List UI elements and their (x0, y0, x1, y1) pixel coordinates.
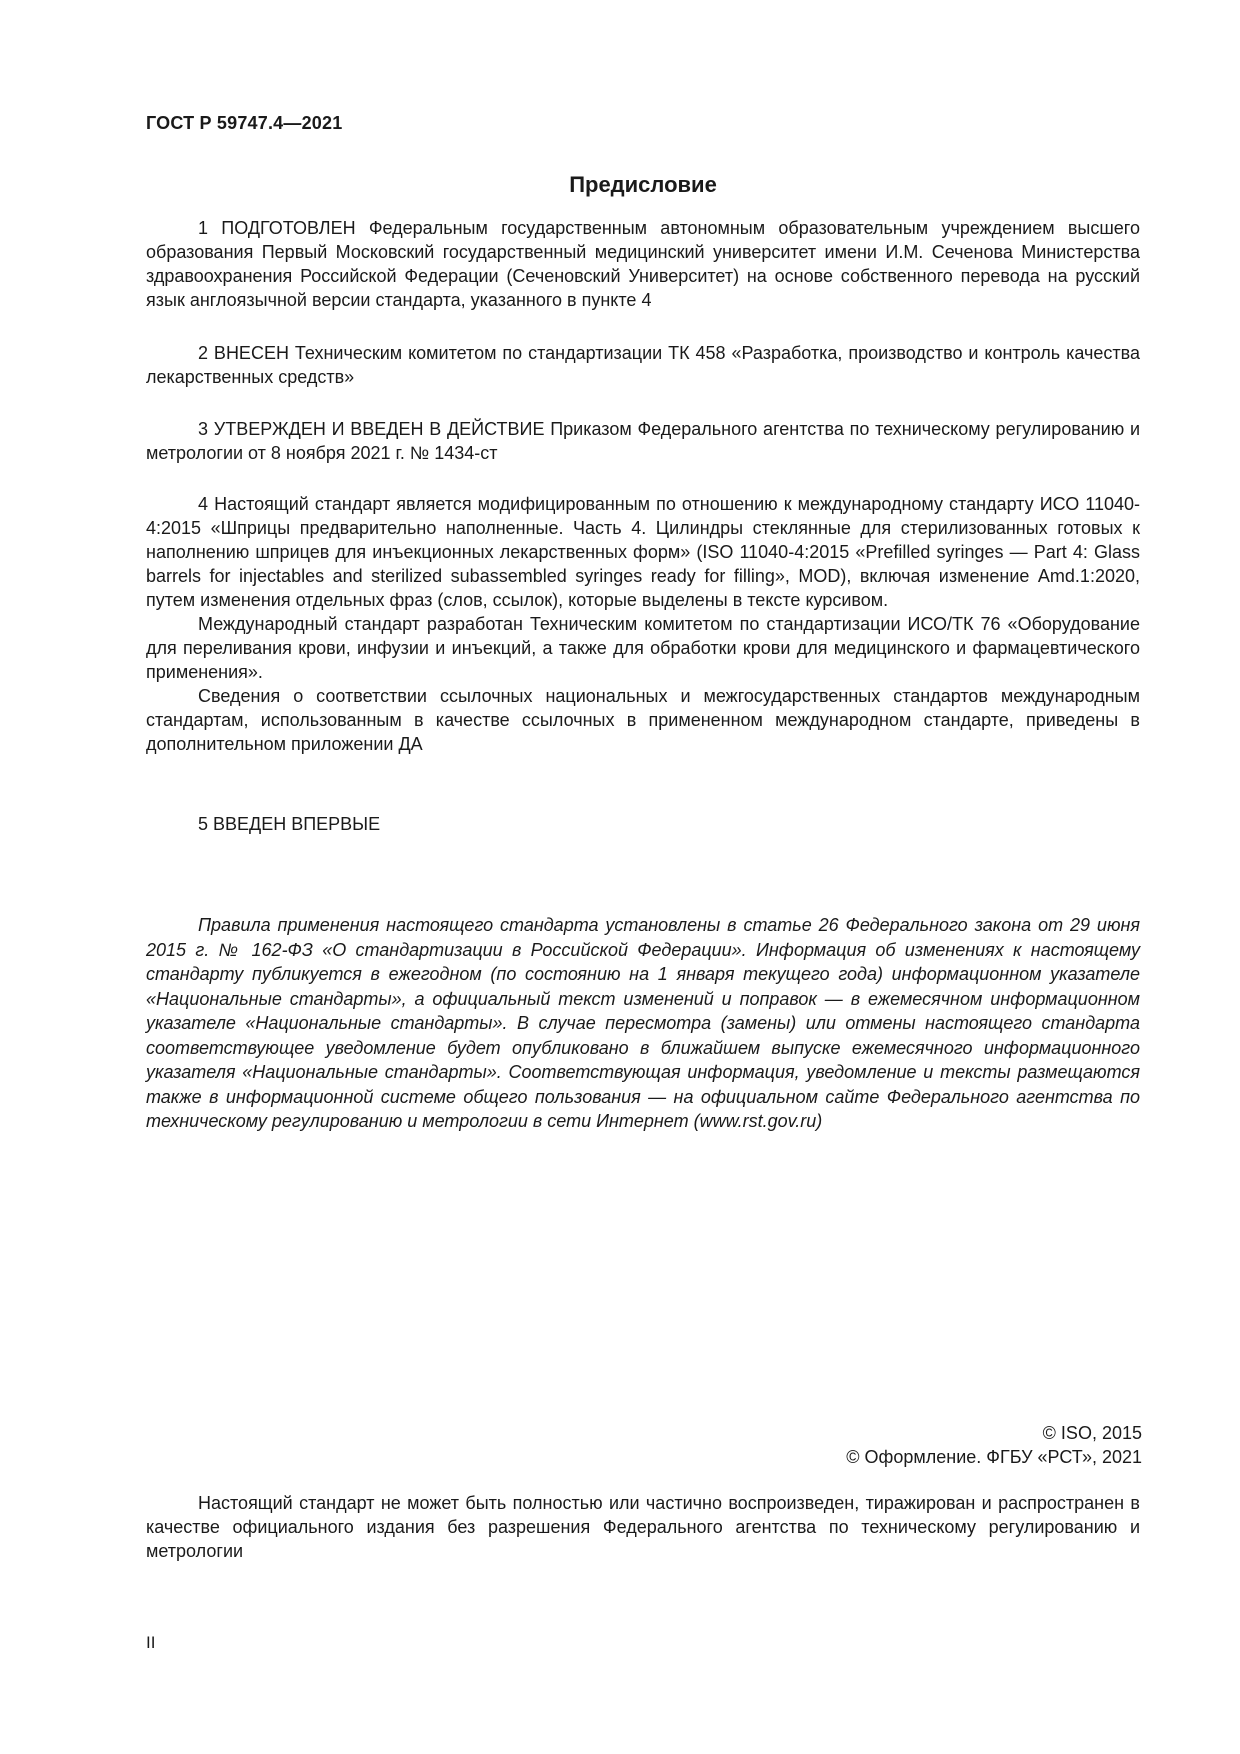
section-1-text: 1 ПОДГОТОВЛЕН Федеральным государственным автономным образовательным учреждением высшего образования Первый Московский государственный медицинский университет имени И.М. Сеченова Министерства здравоохранения Российской Федерации (Сеченовский Университет) на основе собственного перевода на русский язык англоязычной версии стандарта, указанного в пункте 4 (146, 218, 1140, 310)
document-code: ГОСТ Р 59747.4—2021 (146, 113, 343, 133)
reproduction-notice (146, 1491, 1140, 1563)
reproduction-notice-text: Настоящий стандарт не может быть полностью или частично воспроизведен, тиражирован и распространен в качестве официального издания без разрешения Федерального агентства по техническому регулированию и метрологии (146, 1493, 1140, 1561)
section-3 (146, 417, 1140, 465)
section-4-paragraph-1: 4 Настоящий стандарт является модифицированным по отношению к международному стандарту ИСО 11040-4:2015 «Шприцы предварительно наполненные. Часть 4. Цилиндры стеклянные для стерилизованных готовых к наполнению шприцев для инъекционных лекарственных форм» (ISO 11040-4:2015 «Prefilled syringes — Part 4: Glass barrels for injectables and sterilized subassembled syringes ready for filling», MOD), включая изменение Amd.1:2020, путем изменения отдельных фраз (слов, ссылок), которые выделены в тексте курсивом. (146, 494, 1140, 610)
page-title: Предисловие (569, 172, 717, 197)
copyright-iso: © ISO, 2015 (1042, 1423, 1142, 1443)
section-5 (146, 812, 1140, 836)
copyright-design: © Оформление. ФГБУ «РСТ», 2021 (846, 1447, 1142, 1467)
section-2-text: 2 ВНЕСЕН Техническим комитетом по стандартизации ТК 458 «Разработка, производство и контроль качества лекарственных средств» (146, 343, 1140, 387)
rules-notice (146, 913, 1140, 1134)
rules-notice-text: Правила применения настоящего стандарта установлены в статье 26 Федерального закона от 29 июня 2015 г. № 162-ФЗ «О стандартизации в Российской Федерации». Информация об изменениях к настоящему стандарту публикуется в ежегодном (по состоянию на 1 января текущего года) информационном указателе «Национальные стандарты», а официальный текст изменений и поправок — в ежемесячном информационном указателе «Национальные стандарты». В случае пересмотра (замены) или отмены настоящего стандарта соответствующее уведомление будет опубликовано в ближайшем выпуске ежемесячного информационного указателя «Национальные стандарты». Соответствующая информация, уведомление и тексты размещаются также в информационной системе общего пользования — на официальном сайте Федерального агентства по техническому регулированию и метрологии в сети Интернет (www.rst.gov.ru) (146, 915, 1140, 1131)
section-1 (146, 216, 1140, 312)
copyright-block (846, 1421, 1142, 1469)
section-4 (146, 492, 1140, 756)
section-4-paragraph-2: Международный стандарт разработан Техническим комитетом по стандартизации ИСО/ТК 76 «Оборудование для переливания крови, инфузии и инъекций, а также для обработки крови для медицинского и фармацевтического применения». (146, 614, 1140, 682)
section-3-text: 3 УТВЕРЖДЕН И ВВЕДЕН В ДЕЙСТВИЕ Приказом Федерального агентства по техническому регулированию и метрологии от 8 ноября 2021 г. № 1434-ст (146, 419, 1140, 463)
section-5-text: 5 ВВЕДЕН ВПЕРВЫЕ (198, 814, 381, 834)
section-4-paragraph-3: Сведения о соответствии ссылочных национальных и межгосударственных стандартов международным стандартам, использованным в качестве ссылочных в примененном международном стандарте, приведены в дополнительном приложении ДА (146, 686, 1140, 754)
page-number: II (146, 1633, 156, 1652)
section-2 (146, 341, 1140, 389)
